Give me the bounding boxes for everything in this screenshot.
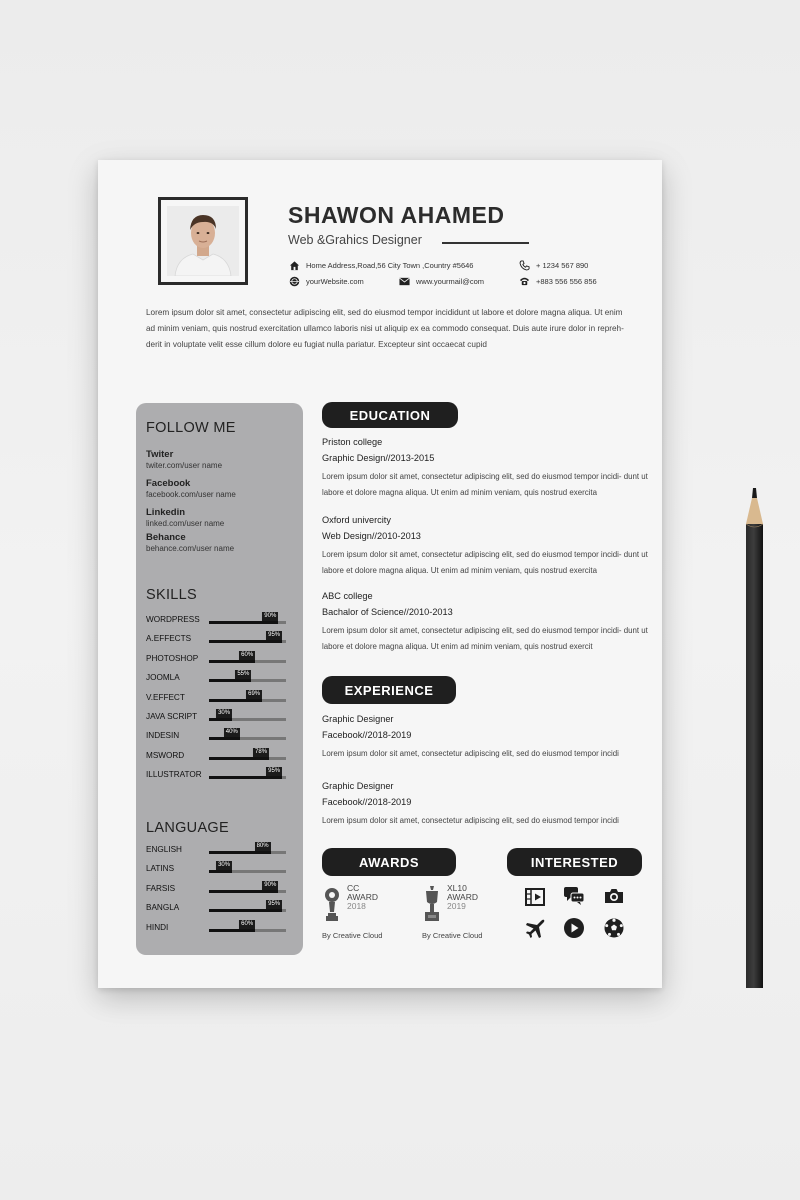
language-name: HINDI bbox=[146, 922, 169, 932]
language-bar-row bbox=[146, 859, 286, 875]
skill-percent-label: 95% bbox=[268, 632, 281, 639]
skill-percent-label: 90% bbox=[264, 613, 277, 619]
social-item: Linkedin linked.com/user name bbox=[146, 507, 225, 528]
skill-bar-track bbox=[209, 757, 286, 760]
education-entry: ABC college Bachalor of Science//2010-2013 Lorem ipsum dolor sit amet, consectetur adipiscing elit, sed do eiusmod tempor incidi- dunt ut labore et dolore magna aliqua. Ut enim ad minim veniam, quis nostrud exercit bbox=[322, 591, 648, 651]
skill-bar-fill bbox=[209, 660, 255, 663]
skill-percent-label: 40% bbox=[225, 729, 238, 736]
sidebar-panel bbox=[136, 403, 303, 955]
skills-heading: SKILLS bbox=[146, 587, 197, 603]
pencil-image bbox=[742, 484, 768, 990]
social-item: Twiter twiter.com/user name bbox=[146, 449, 223, 470]
language-percent-label: 30% bbox=[218, 862, 231, 869]
language-bar-fill bbox=[209, 870, 232, 873]
language-heading: LANGUAGE bbox=[146, 820, 229, 836]
language-name: FARSIS bbox=[146, 883, 176, 893]
language-bar-row bbox=[146, 879, 286, 895]
skill-bar-track bbox=[209, 776, 286, 779]
language-bar-row bbox=[146, 840, 286, 856]
language-bar-fill bbox=[209, 890, 278, 893]
chat-icon bbox=[563, 885, 585, 907]
award-medal-icon bbox=[322, 886, 342, 924]
globe-icon bbox=[288, 275, 300, 287]
skill-percent-label: 69% bbox=[248, 690, 261, 697]
resume-page: SHAWON AHAMED Web &Grahics Designer Home Address,Road,56 City Town ,Country #5646 + 1234 567 890 yourWebsite.com www.yourmail@com +883 556 556 856 Lorem ipsum dolor sit amet, consectetur adipiscing elit, sed do eiusmod tempor incididunt ut labore et dolore magna aliqua. Ut enim ad minim veniam, quis nostrud exercitation ullamco laboris nisi ut aliquip ex ea commodo consequat. Duis aute irure dolor in repreh- derit in voluptate velit esse cillum dolore eu fugiat nulla pariatur. Excepteur sint occaecat cupid FOLLOW ME Twiter twiter.com/user name Facebook facebook.com/user name Linkedin linked.com/user name Behance behance.com/user name SKILLS WORDPRESS 90% A.EFFECTS 95% PHOTOSHOP 60% JOOMLA 55% V.EFFECT 69% JAVA SCRIPT 30% INDESIN 40% MSWORD 78% ILLUSTRATOR 95% LANGUAGE ENGLISH 80% LATINS 30% FARSIS 90% BANGLA 95% HINDI 60% EDUCATION Priston college Graphic Design//2013-2015 Lorem ipsum dolor sit amet, consectetur adipiscing elit, sed do eiusmod tempor incidi- dunt ut labore et dolore magna aliqua. Ut enim ad minim veniam, quis nostrud exercita Oxford univercity Web Design//2010-2013 Lorem ipsum dolor sit amet, consectetur adipiscing elit, sed do eiusmod tempor incidi- dunt ut labore et dolore magna aliqua. Ut enim ad minim veniam, quis nostrud exercita ABC college Bachalor of Science//2010-2013 Lorem ipsum dolor sit amet, consectetur adipiscing elit, sed do eiusmod tempor incidi- dunt ut labore et dolore magna aliqua. Ut enim ad minim veniam, quis nostrud exercit EXPERIENCE Graphic Designer Facebook//2018-2019 Lorem ipsum dolor sit amet, consectetur adipiscing elit, sed do eiusmod tempor incidi Graphic Designer Facebook//2018-2019 Lorem ipsum dolor sit amet, consectetur adipiscing elit, sed do eiusmod tempor incidi AWARDS CC AWARD 2018 By Creative Cloud XL10 AWARD 2019 By Creative Cloud INTERESTED bbox=[98, 160, 662, 988]
skill-bar-fill bbox=[209, 737, 240, 740]
skill-name: JAVA SCRIPT bbox=[146, 712, 198, 721]
telephone-icon bbox=[518, 275, 530, 287]
skill-bar-track bbox=[209, 640, 286, 643]
candidate-name: SHAWON AHAMED bbox=[288, 202, 505, 228]
experience-entry: Graphic Designer Facebook//2018-2019 Lorem ipsum dolor sit amet, consectetur adipiscing elit, sed do eiusmod tempor incidi bbox=[322, 714, 619, 758]
skill-bar-fill bbox=[209, 757, 269, 760]
skill-name: MSWORD bbox=[146, 750, 185, 760]
skill-bar-fill bbox=[209, 621, 278, 624]
contact-address: Home Address,Road,56 City Town ,Country #5646 bbox=[288, 259, 473, 271]
skill-bar-track bbox=[209, 737, 286, 740]
language-name: ENGLISH bbox=[146, 845, 182, 854]
home-icon bbox=[288, 259, 300, 271]
envelope-icon bbox=[398, 275, 410, 287]
skill-bar-track bbox=[209, 679, 286, 682]
experience-heading: EXPERIENCE bbox=[322, 676, 456, 704]
skill-bar-fill bbox=[209, 776, 282, 779]
skill-bar-track bbox=[209, 699, 286, 702]
language-bar-track bbox=[209, 870, 286, 873]
contact-email: www.yourmail@com bbox=[398, 275, 484, 287]
skill-bar-fill bbox=[209, 699, 262, 702]
skill-percent-label: 60% bbox=[241, 651, 254, 658]
awards-heading: AWARDS bbox=[322, 848, 456, 876]
contact-phone-1: + 1234 567 890 bbox=[518, 259, 588, 271]
interested-heading: INTERESTED bbox=[507, 848, 642, 876]
skill-name: INDESIN bbox=[146, 731, 180, 741]
language-percent-label: 90% bbox=[264, 881, 277, 888]
language-percent-label: 60% bbox=[241, 920, 254, 927]
language-bar-fill bbox=[209, 909, 282, 912]
language-bar-track bbox=[209, 909, 286, 912]
skill-bar-row bbox=[146, 746, 286, 762]
skill-bar-row bbox=[146, 610, 286, 626]
skill-name: ILLUSTRATOR bbox=[146, 770, 202, 780]
profile-photo bbox=[167, 206, 239, 276]
phone-icon bbox=[518, 259, 530, 271]
camera-icon bbox=[603, 885, 625, 907]
skill-percent-label: 55% bbox=[237, 671, 250, 678]
skill-bar-row bbox=[146, 688, 286, 704]
skill-name: WORDPRESS bbox=[146, 615, 200, 624]
language-bar-track bbox=[209, 851, 286, 854]
play-icon bbox=[563, 917, 585, 939]
job-title: Web &Grahics Designer bbox=[288, 233, 422, 247]
skill-name: A.EFFECTS bbox=[146, 634, 192, 644]
follow-heading: FOLLOW ME bbox=[146, 420, 236, 436]
language-bar-track bbox=[209, 929, 286, 932]
contact-phone-2: +883 556 556 856 bbox=[518, 275, 597, 287]
education-entry: Oxford univercity Web Design//2010-2013 Lorem ipsum dolor sit amet, consectetur adipiscing elit, sed do eiusmod tempor incidi- dunt ut labore et dolore magna aliqua. Ut enim ad minim veniam, quis nostrud exercita bbox=[322, 515, 648, 575]
contact-website: yourWebsite.com bbox=[288, 275, 364, 287]
award-trophy-icon bbox=[422, 884, 442, 924]
title-divider bbox=[442, 242, 529, 244]
skill-bar-row bbox=[146, 765, 286, 781]
social-item: Facebook facebook.com/user name bbox=[146, 478, 236, 499]
language-name: LATINS bbox=[146, 864, 175, 874]
experience-entry: Graphic Designer Facebook//2018-2019 Lorem ipsum dolor sit amet, consectetur adipiscing elit, sed do eiusmod tempor incidi bbox=[322, 781, 619, 825]
skill-percent-label: 78% bbox=[255, 748, 268, 755]
language-percent-label: 80% bbox=[256, 843, 269, 849]
skill-percent-label: 95% bbox=[268, 768, 281, 775]
skill-bar-fill bbox=[209, 718, 232, 721]
skill-name: V.EFFECT bbox=[146, 692, 185, 702]
language-bar-fill bbox=[209, 851, 271, 854]
language-name: BANGLA bbox=[146, 903, 180, 913]
skill-bar-row bbox=[146, 726, 286, 742]
skill-bar-row bbox=[146, 649, 286, 665]
skill-bar-row bbox=[146, 707, 286, 723]
social-item: Behance behance.com/user name bbox=[146, 532, 235, 553]
skill-bar-track bbox=[209, 621, 286, 624]
skill-bar-track bbox=[209, 660, 286, 663]
education-entry: Priston college Graphic Design//2013-2015 Lorem ipsum dolor sit amet, consectetur adipiscing elit, sed do eiusmod tempor incidi- dunt ut labore et dolore magna aliqua. Ut enim ad minim veniam, quis nostrud exercita bbox=[322, 437, 648, 497]
football-icon bbox=[603, 917, 625, 939]
intro-paragraph: Lorem ipsum dolor sit amet, consectetur adipiscing elit, sed do eiusmod tempor incididunt ut labore et dolore magna aliqua. Ut enim ad minim veniam, quis nostrud exercitation ullamco laboris nisi ut aliquip ex ea commodo consequat. Duis aute irure dolor in repreh- derit in voluptate velit esse cillum dolore eu fugiat nulla pariatur. Excepteur sint occaecat cupid bbox=[146, 308, 624, 349]
skill-name: JOOMLA bbox=[146, 673, 180, 683]
education-heading: EDUCATION bbox=[322, 402, 458, 428]
airplane-icon bbox=[524, 918, 546, 940]
skill-percent-label: 30% bbox=[218, 710, 231, 716]
profile-photo-frame bbox=[158, 197, 248, 285]
skill-bar-row bbox=[146, 629, 286, 645]
language-bar-row bbox=[146, 918, 286, 934]
skill-bar-fill bbox=[209, 679, 251, 682]
skill-bar-track bbox=[209, 718, 286, 721]
language-bar-fill bbox=[209, 929, 255, 932]
language-percent-label: 95% bbox=[268, 901, 281, 908]
skill-name: PHOTOSHOP bbox=[146, 653, 199, 663]
video-icon bbox=[524, 886, 546, 908]
skill-bar-row bbox=[146, 668, 286, 684]
language-bar-row bbox=[146, 898, 286, 914]
language-bar-track bbox=[209, 890, 286, 893]
skill-bar-fill bbox=[209, 640, 282, 643]
